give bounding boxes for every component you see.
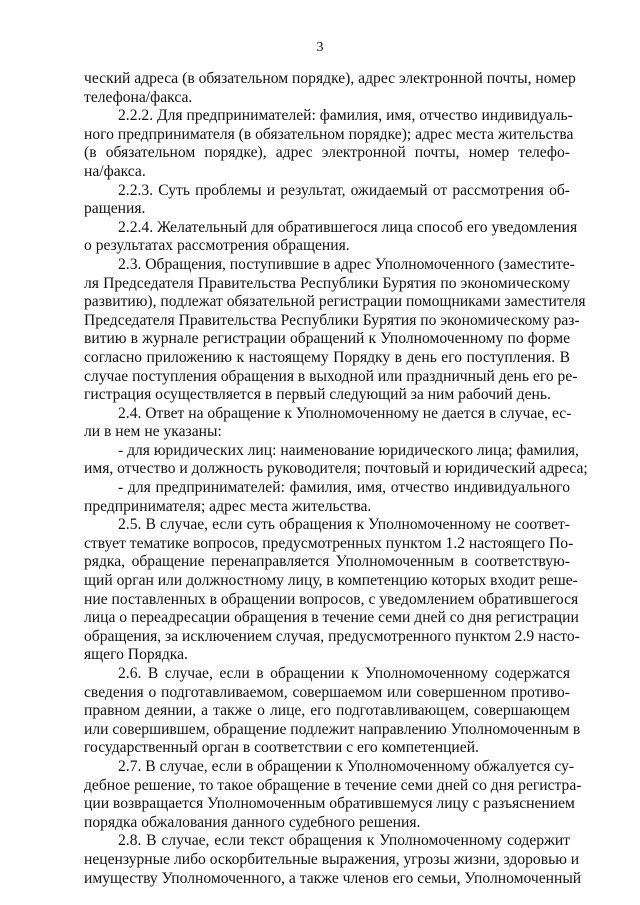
text-line: государственный орган в соответствии с его компетенцией. bbox=[84, 739, 479, 757]
text-line: развитию), подлежат обязательной регистрации помощниками заместителя bbox=[84, 293, 586, 311]
text-line: ческий адреса (в обязательном порядке), адрес электронной почты, номер bbox=[84, 70, 576, 87]
text-line: 2.8. В случае, если текст обращения к Уполномоченному содержит bbox=[118, 832, 570, 850]
text-line: или совершившем, обращение подлежит направлению Уполномоченным в bbox=[84, 720, 581, 738]
text-line: нецензурные либо оскорбительные выражения, угрозы жизни, здоровью и bbox=[84, 850, 580, 868]
text-line: на/факса. bbox=[84, 162, 146, 180]
text-line: ции возвращается Уполномоченным обратившемуся лицу с разъяснением bbox=[84, 795, 575, 813]
text-line: ного предпринимателя (в обязательном порядке); адрес места жительства bbox=[84, 125, 574, 143]
text-line: витию в журнале регистрации обращений к Уполномоченному по форме bbox=[84, 330, 570, 348]
text-line: 2.3. Обращения, поступившие в адрес Уполномоченного (заместите- bbox=[118, 255, 575, 273]
text-line: 2.6. В случае, если в обращении к Уполномоченному содержатся bbox=[118, 665, 570, 682]
text-line: ствует тематике вопросов, предусмотренных пунктом 1.2 настоящего По- bbox=[84, 534, 574, 552]
text-line: ящего Порядка. bbox=[84, 646, 188, 664]
document-body bbox=[84, 70, 588, 888]
text-line: обращения, за исключением случая, предусмотренного пунктом 2.9 насто- bbox=[84, 627, 580, 645]
text-line: 2.4. Ответ на обращение к Уполномоченному не дается в случае, ес- bbox=[118, 404, 572, 422]
text-line: дебное решение, то такое обращение в течение семи дней со дня регистра- bbox=[84, 776, 582, 794]
text-line: ля Председателя Правительства Республики Бурятия по экономическому bbox=[84, 274, 570, 292]
text-line: телефона/факса. bbox=[84, 88, 193, 106]
text-line: сведения о подготавливаемом, совершаемом или совершенном противо- bbox=[84, 683, 570, 701]
text-line: 2.5. В случае, если суть обращения к Уполномоченному не соответ- bbox=[118, 516, 570, 534]
text-line: ращения. bbox=[84, 200, 146, 218]
text-line: случае поступления обращения в выходной или праздничный день его ре- bbox=[84, 367, 578, 385]
text-line: рядка, обращение перенаправляется Уполномоченным в соответствую- bbox=[84, 553, 570, 571]
text-line: лица о переадресации обращения в течение семи дней со дня регистрации bbox=[84, 609, 579, 627]
text-line: 2.2.2. Для предпринимателей: фамилия, имя, отчество индивидуаль- bbox=[118, 107, 573, 125]
text-line: имуществу Уполномоченного, а также членов его семьи, Уполномоченный bbox=[84, 869, 582, 887]
text-line: щий орган или должностному лицу, в компетенцию которых входит реше- bbox=[84, 572, 578, 590]
text-line: - для предпринимателей: фамилия, имя, отчество индивидуального bbox=[118, 479, 570, 497]
text-line: Председателя Правительства Республики Бурятия по экономическому раз- bbox=[84, 311, 580, 329]
text-line: порядка обжалования данного судебного решения. bbox=[84, 813, 421, 831]
text-line: 2.2.4. Желательный для обратившегося лица способ его уведомления bbox=[118, 218, 578, 236]
text-line: имя, отчество и должность руководителя; почтовый и юридический адреса; bbox=[84, 460, 588, 478]
text-line: 2.7. В случае, если в обращении к Уполномоченному обжалуется су- bbox=[118, 757, 575, 775]
text-line: предпринимателя; адрес места жительства. bbox=[84, 497, 372, 515]
text-line: правном деянии, а также о лице, его подготавливающем, совершающем bbox=[84, 702, 570, 720]
text-line: о результатах рассмотрения обращения. bbox=[84, 237, 350, 255]
text-line: ние поставленных в обращении вопросов, с уведомлением обратившегося bbox=[84, 590, 579, 608]
text-line: 2.2.3. Суть проблемы и результат, ожидаемый от рассмотрения об- bbox=[118, 181, 570, 199]
text-line: (в обязательном порядке), адрес электронной почты, номер телефо- bbox=[84, 144, 570, 162]
text-line: согласно приложению к настоящему Порядку в день его поступления. В bbox=[84, 348, 570, 366]
page-number: 3 bbox=[316, 40, 324, 55]
text-line: ли в нем не указаны: bbox=[84, 423, 222, 441]
text-line: - для юридических лиц: наименование юридического лица; фамилия, bbox=[118, 441, 579, 459]
text-line: гистрация осуществляется в первый следующий за ним рабочий день. bbox=[84, 386, 551, 404]
